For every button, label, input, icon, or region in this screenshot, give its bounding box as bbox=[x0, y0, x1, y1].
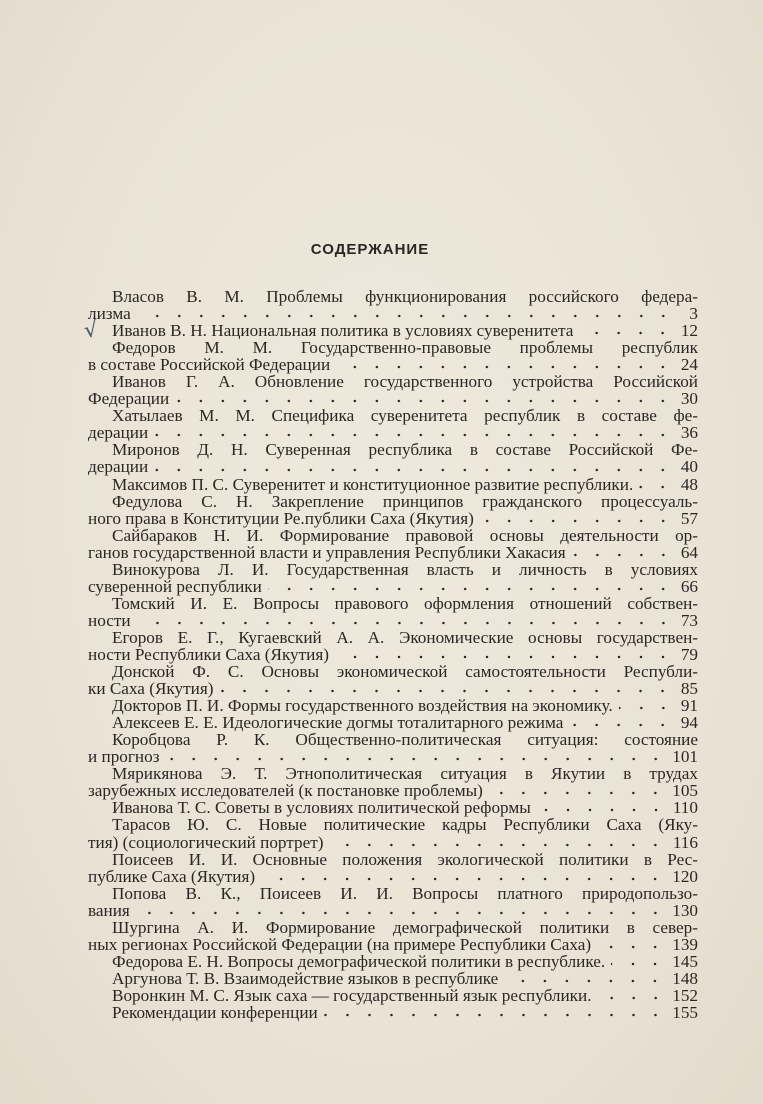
toc-entry-text: Иванова Т. С. Советы в условиях политической реформы bbox=[112, 798, 531, 818]
dot-leader bbox=[219, 689, 674, 693]
toc-entry bbox=[88, 987, 698, 1004]
page-number: 91 bbox=[680, 696, 698, 716]
toc-entry-line bbox=[88, 441, 698, 458]
table-of-contents bbox=[88, 288, 698, 1021]
toc-entry-line bbox=[88, 561, 698, 578]
toc-entry bbox=[88, 1004, 698, 1021]
page-number: 110 bbox=[672, 798, 698, 818]
toc-entry-text: Федулова С. Н. Закрепление принципов гражданского процессуаль- bbox=[112, 491, 698, 511]
toc-entry-line bbox=[88, 288, 698, 305]
toc-entry bbox=[88, 322, 698, 339]
toc-entry-line bbox=[88, 1004, 698, 1021]
page-number: 24 bbox=[680, 355, 698, 375]
page-number: 139 bbox=[672, 934, 698, 954]
toc-entry bbox=[88, 373, 698, 407]
dot-leader bbox=[261, 877, 666, 881]
toc-entry-text: вания bbox=[88, 900, 130, 920]
toc-entry-line bbox=[88, 663, 698, 680]
toc-entry-text: Мярикянова Э. Т. Этнополитическая ситуация в Якутии в трудах bbox=[112, 764, 698, 784]
page-title: СОДЕРЖАНИЕ bbox=[310, 241, 430, 258]
dot-leader bbox=[175, 399, 674, 403]
page-number: 148 bbox=[672, 968, 698, 988]
toc-entry-text: Миронов Д. Н. Суверенная республика в составе Российской Фе- bbox=[112, 440, 698, 460]
toc-entry-text: Докторов П. И. Формы государственного воздействия на экономику. bbox=[112, 696, 613, 716]
toc-entry-text: Федоров М. М. Государственно-правовые проблемы республик bbox=[112, 338, 698, 358]
dot-leader bbox=[324, 1013, 666, 1017]
toc-entry-text: Рекомендации конференции bbox=[112, 1002, 318, 1022]
toc-entry-line bbox=[88, 851, 698, 868]
toc-entry-text: ного права в Конституции Ре.публики Саха (Якутия) bbox=[88, 508, 474, 528]
toc-entry bbox=[88, 816, 698, 850]
dot-leader bbox=[489, 791, 666, 795]
toc-entry-text: Федорова Е. Н. Вопросы демографической политики в республике. bbox=[112, 951, 606, 971]
toc-entry-text: дерации bbox=[88, 457, 149, 477]
toc-entry-text: Коробцова Р. К. Общественно-политическая ситуация: состояние bbox=[112, 730, 698, 750]
toc-entry bbox=[88, 885, 698, 919]
toc-entry-text: Хатылаев М. М. Специфика суверенитета республик в составе фе- bbox=[112, 406, 698, 426]
toc-entry-text: Попова В. К., Поисеев И. И. Вопросы платного природопользо- bbox=[112, 883, 698, 903]
toc-entry-line bbox=[88, 356, 698, 373]
toc-entry-line bbox=[88, 765, 698, 782]
dot-leader bbox=[336, 365, 674, 369]
toc-entry bbox=[88, 697, 698, 714]
dot-leader bbox=[154, 433, 674, 437]
toc-entry-text: Егоров Е. Г., Кугаевский А. А. Экономические основы государствен- bbox=[112, 627, 698, 647]
toc-entry bbox=[88, 953, 698, 970]
toc-entry bbox=[88, 799, 698, 816]
toc-entry-line bbox=[88, 612, 698, 629]
toc-entry-text: ности bbox=[88, 610, 131, 630]
toc-entry-line bbox=[88, 373, 698, 390]
toc-entry-line bbox=[88, 646, 698, 663]
toc-entry-line bbox=[88, 731, 698, 748]
toc-entry-text: Алексеев Е. Е. Идеологические догмы тоталитарного режима bbox=[112, 713, 564, 733]
toc-entry-line bbox=[88, 680, 698, 697]
toc-entry bbox=[88, 970, 698, 987]
toc-entry-text: ных регионах Российской Федерации (на примере Республики Саха) bbox=[88, 934, 592, 954]
toc-entry-line bbox=[88, 322, 698, 339]
toc-entry-line bbox=[88, 953, 698, 970]
toc-entry-line bbox=[88, 970, 698, 987]
toc-entry-line bbox=[88, 919, 698, 936]
toc-entry-text: Воронкин М. С. Язык саха — государственный язык республики. bbox=[112, 985, 592, 1005]
dot-leader bbox=[611, 962, 666, 966]
page-number: 40 bbox=[680, 457, 698, 477]
page-number: 48 bbox=[680, 474, 698, 494]
dot-leader bbox=[268, 587, 674, 591]
page-number: 64 bbox=[680, 542, 698, 562]
toc-entry bbox=[88, 595, 698, 629]
page-number: 130 bbox=[672, 900, 698, 920]
toc-entry-text: Иванов Г. А. Обновление государственного устройства Российской bbox=[112, 372, 698, 392]
toc-entry-text: в составе Российской Федерации bbox=[88, 355, 331, 375]
page-number: 105 bbox=[672, 781, 698, 801]
toc-entry-text: Шургина А. И. Формирование демографической политики в север- bbox=[112, 917, 698, 937]
toc-entry bbox=[88, 493, 698, 527]
toc-entry-line bbox=[88, 510, 698, 527]
page-number: 94 bbox=[680, 713, 698, 733]
toc-entry-line bbox=[88, 697, 698, 714]
toc-entry-text: дерации bbox=[88, 423, 149, 443]
page-number: 57 bbox=[680, 508, 698, 528]
page-number: 85 bbox=[680, 679, 698, 699]
page-number: 12 bbox=[680, 321, 698, 341]
toc-entry-line bbox=[88, 390, 698, 407]
toc-entry bbox=[88, 441, 698, 475]
page-number: 145 bbox=[672, 951, 698, 971]
toc-entry-line bbox=[88, 578, 698, 595]
dot-leader bbox=[480, 519, 674, 523]
toc-entry-line bbox=[88, 424, 698, 441]
toc-entry-line bbox=[88, 339, 698, 356]
dot-leader bbox=[579, 331, 674, 335]
toc-entry-line bbox=[88, 527, 698, 544]
toc-entry-text: Поисеев И. И. Основные положения экологической политики в Рес- bbox=[112, 849, 698, 869]
toc-entry-text: Аргунова Т. В. Взаимодействие языков в республике bbox=[112, 968, 499, 988]
toc-entry-line bbox=[88, 407, 698, 424]
toc-entry bbox=[88, 851, 698, 885]
toc-entry-text: Донской Ф. С. Основы экономической самостоятельности Республи- bbox=[112, 662, 698, 682]
toc-entry-line bbox=[88, 782, 698, 799]
toc-entry bbox=[88, 765, 698, 799]
dot-leader bbox=[136, 911, 666, 915]
toc-entry bbox=[88, 476, 698, 493]
dot-leader bbox=[137, 621, 674, 625]
page-number: 36 bbox=[680, 423, 698, 443]
toc-entry-line bbox=[88, 816, 698, 833]
dot-leader bbox=[504, 979, 666, 983]
toc-entry-line bbox=[88, 595, 698, 612]
toc-entry-text: и прогноз bbox=[88, 747, 160, 767]
page-number: 3 bbox=[689, 304, 698, 324]
toc-entry-text: Максимов П. С. Суверенитет и конституционное развитие республики. bbox=[112, 474, 634, 494]
toc-entry-text: тия) (социологический портрет) bbox=[88, 832, 324, 852]
toc-entry-line bbox=[88, 458, 698, 475]
page-number: 79 bbox=[680, 644, 698, 664]
dot-leader bbox=[166, 757, 667, 761]
toc-entry bbox=[88, 561, 698, 595]
dot-leader bbox=[597, 945, 666, 949]
toc-entry-text: Власов В. М. Проблемы функционирования российского федера- bbox=[112, 287, 698, 306]
toc-entry-line bbox=[88, 799, 698, 816]
toc-entry-line bbox=[88, 544, 698, 561]
toc-entry bbox=[88, 663, 698, 697]
dot-leader bbox=[569, 723, 674, 727]
toc-entry-line bbox=[88, 476, 698, 493]
dot-leader bbox=[154, 468, 674, 472]
page-number: 120 bbox=[672, 866, 698, 886]
pencil-checkmark-icon: √ bbox=[82, 317, 100, 344]
dot-leader bbox=[598, 996, 667, 1000]
page-number: 66 bbox=[680, 576, 698, 596]
toc-entry-text: Федерации bbox=[88, 389, 170, 409]
toc-entry-line bbox=[88, 902, 698, 919]
toc-entry-line bbox=[88, 493, 698, 510]
toc-entry-line bbox=[88, 885, 698, 902]
dot-leader bbox=[572, 553, 674, 557]
toc-entry-text: лизма bbox=[88, 304, 131, 324]
dot-leader bbox=[329, 843, 666, 847]
toc-entry bbox=[88, 407, 698, 441]
toc-entry-line bbox=[88, 936, 698, 953]
toc-entry bbox=[88, 919, 698, 953]
page-number: 101 bbox=[672, 747, 698, 767]
toc-entry-text: суверенной республики bbox=[88, 576, 262, 596]
toc-entry-text: зарубежных исследователей (к постановке проблемы) bbox=[88, 781, 483, 801]
toc-entry-text: Тарасов Ю. С. Новые политические кадры Республики Саха (Яку- bbox=[112, 815, 698, 835]
toc-entry-line bbox=[88, 714, 698, 731]
toc-entry-text: публике Саха (Якутия) bbox=[88, 866, 256, 886]
toc-entry bbox=[88, 714, 698, 731]
dot-leader bbox=[335, 655, 674, 659]
page-number: 116 bbox=[672, 832, 698, 852]
page-number: 73 bbox=[680, 610, 698, 630]
toc-entry-line bbox=[88, 834, 698, 851]
toc-entry-text: ки Саха (Якутия) bbox=[88, 679, 214, 699]
toc-entry-line bbox=[88, 868, 698, 885]
toc-entry bbox=[88, 629, 698, 663]
toc-entry-text: ганов государственной власти и управления Республики Хакасия bbox=[88, 542, 566, 562]
page-number: 30 bbox=[680, 389, 698, 409]
page-number: 152 bbox=[672, 985, 698, 1005]
toc-entry-text: Иванов В. Н. Национальная политика в условиях суверенитета bbox=[112, 321, 574, 341]
toc-entry-line bbox=[88, 987, 698, 1004]
toc-entry-text: ности Республики Саха (Якутия) bbox=[88, 644, 329, 664]
dot-leader bbox=[137, 314, 674, 318]
toc-entry bbox=[88, 339, 698, 373]
dot-leader bbox=[537, 808, 667, 812]
toc-entry-text: Винокурова Л. И. Государственная власть и личность в условиях bbox=[112, 559, 698, 579]
dot-leader bbox=[639, 485, 674, 489]
toc-entry-text: Томский И. Е. Вопросы правового оформления отношений собствен- bbox=[112, 593, 698, 613]
toc-entry-text: Сайбараков Н. И. Формирование правовой основы деятельности ор- bbox=[112, 525, 698, 545]
toc-entry bbox=[88, 527, 698, 561]
page-number: 155 bbox=[672, 1002, 698, 1022]
toc-entry bbox=[88, 731, 698, 765]
toc-entry-line bbox=[88, 629, 698, 646]
toc-entry bbox=[88, 288, 698, 322]
toc-entry-line bbox=[88, 748, 698, 765]
dot-leader bbox=[619, 706, 674, 710]
toc-entry-line bbox=[88, 305, 698, 322]
